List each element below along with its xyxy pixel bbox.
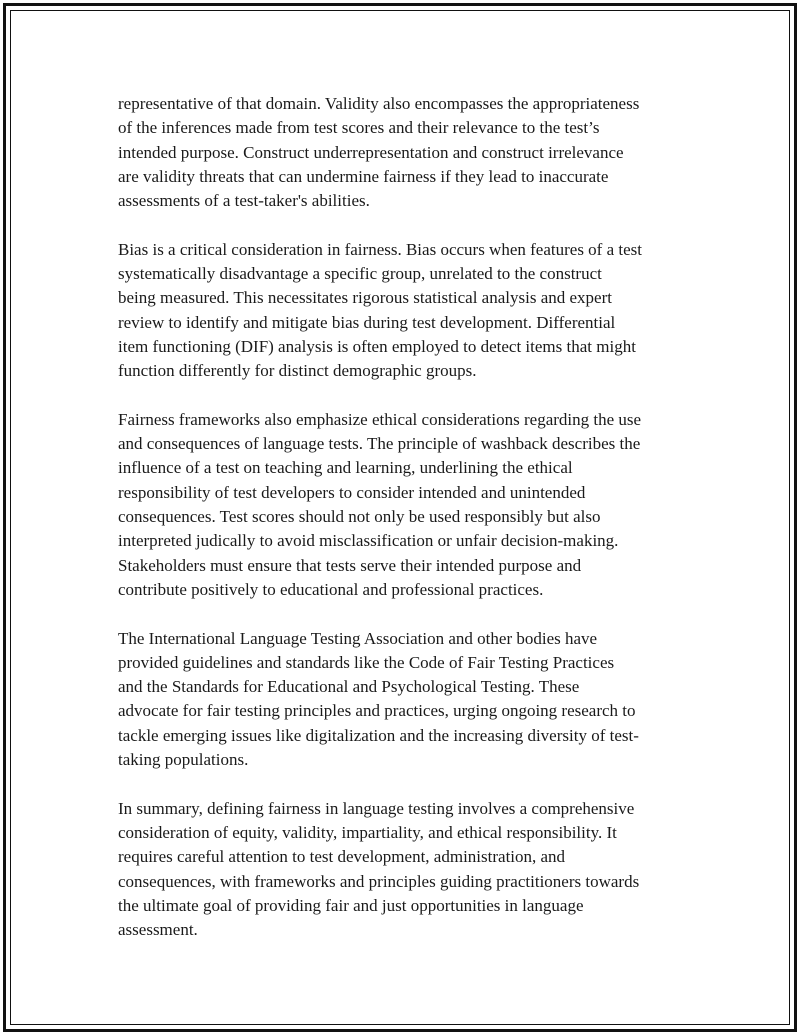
paragraph-ethics: Fairness frameworks also emphasize ethical considerations regarding the use and consequences of language tests. The principle of washback describes the influence of a test on teaching and learning, underlining the ethical responsibility of test developers to consider intended and unintended consequences. Test scores should not only be used responsibly but also interpreted judically to avoid misclassification or unfair decision-making. Stakeholders must ensure that tests serve their intended purpose and contribute positively to educational and professional practices. [118,409,642,599]
paragraph-summary: In summary, defining fairness in language testing involves a comprehensive consideration of equity, validity, impartiality, and ethical responsibility. It requires careful attention to test development, administration, and consequences, with frameworks and principles guiding practitioners towards the ultimate goal of providing fair and just opportunities in language assessment. [118,798,640,940]
paragraph-validity: representative of that domain. Validity also encompasses the appropriateness of the inferences made from test scores and their relevance to the test’s intended purpose. Construct underrepresentation and construct irrelevance are validity threats that can undermine fairness if they lead to inaccurate assessments of a test-taker's abilities. [118,94,640,211]
paragraph-bias: Bias is a critical consideration in fairness. Bias occurs when features of a test systematically disadvantage a specific group, unrelated to the construct being measured. This necessitates rigorous statistical analysis and expert review to identify and mitigate bias during test development. Differential item functioning (DIF) analysis is often employed to detect items that might function differently for distinct demographic groups. [118,239,642,381]
document-body [118,92,688,967]
paragraph-standards: The International Language Testing Association and other bodies have provided guidelines and standards like the Code of Fair Testing Practices and the Standards for Educational and Psychological Testing. These advocate for fair testing principles and practices, urging ongoing research to tackle emerging issues like digitalization and the increasing diversity of test- taking populations. [118,628,639,770]
